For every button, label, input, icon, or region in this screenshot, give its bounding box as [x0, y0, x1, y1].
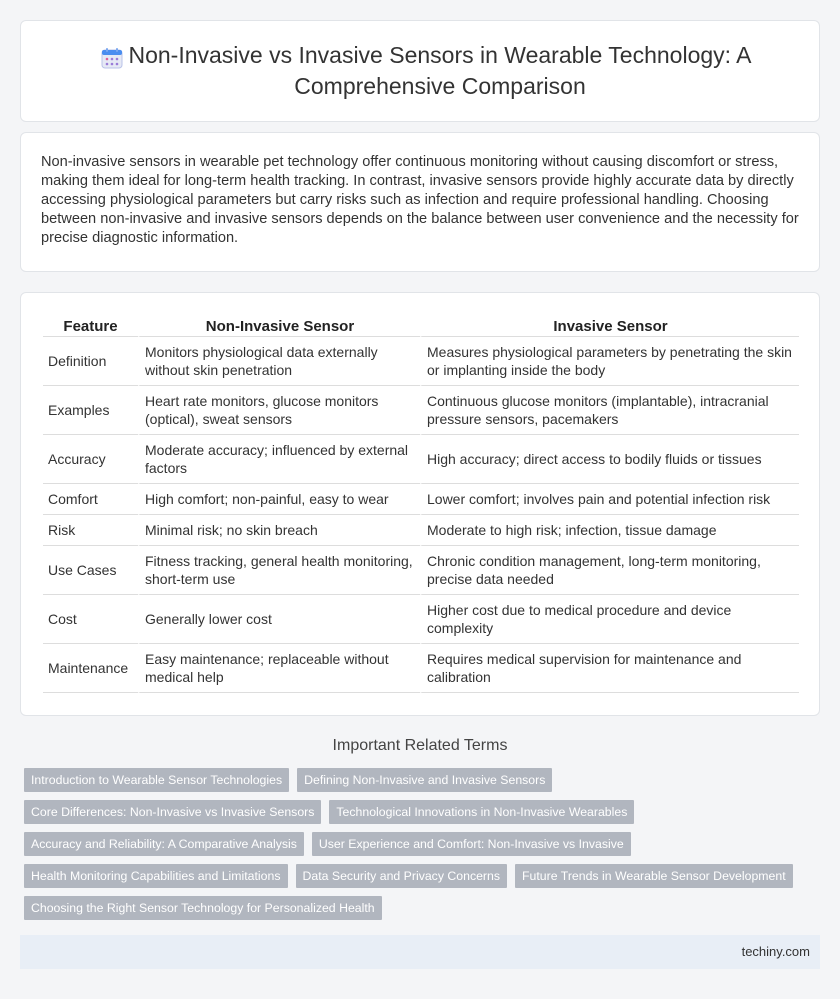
invasive-cell: Measures physiological parameters by penetrating the skin or implanting inside the body — [420, 337, 799, 386]
calendar-icon — [101, 47, 123, 69]
footer-site-link[interactable]: techiny.com — [741, 944, 810, 959]
feature-cell: Use Cases — [43, 546, 138, 595]
table-row — [43, 595, 799, 644]
non-invasive-cell: Heart rate monitors, glucose monitors (optical), sweat sensors — [138, 386, 420, 435]
comparison-table — [43, 315, 799, 693]
footer — [20, 935, 820, 969]
related-term-tag[interactable]: Defining Non-Invasive and Invasive Sensors — [297, 768, 552, 792]
table-row — [43, 484, 799, 515]
table-row — [43, 386, 799, 435]
table-row — [43, 515, 799, 546]
related-term-tag[interactable]: Health Monitoring Capabilities and Limitations — [24, 864, 288, 888]
tag-row — [24, 896, 824, 920]
related-term-tag[interactable]: Data Security and Privacy Concerns — [296, 864, 508, 888]
related-term-tag[interactable]: Accuracy and Reliability: A Comparative Analysis — [24, 832, 304, 856]
feature-cell: Accuracy — [43, 435, 138, 484]
feature-cell: Risk — [43, 515, 138, 546]
invasive-cell: Moderate to high risk; infection, tissue damage — [420, 515, 799, 546]
invasive-cell: High accuracy; direct access to bodily fluids or tissues — [420, 435, 799, 484]
table-header-row — [43, 315, 799, 337]
header-feature: Feature — [43, 315, 138, 337]
related-terms-title: Important Related Terms — [332, 737, 508, 754]
comparison-table-card — [20, 292, 820, 716]
feature-cell: Maintenance — [43, 644, 138, 693]
invasive-cell: Continuous glucose monitors (implantable), intracranial pressure sensors, pacemakers — [420, 386, 799, 435]
feature-cell: Comfort — [43, 484, 138, 515]
related-term-tag[interactable]: User Experience and Comfort: Non-Invasive vs Invasive — [312, 832, 631, 856]
table-row — [43, 435, 799, 484]
invasive-cell: Requires medical supervision for maintenance and calibration — [420, 644, 799, 693]
title-card — [20, 20, 820, 122]
related-term-tag[interactable]: Technological Innovations in Non-Invasive Wearables — [329, 800, 634, 824]
intro-card — [20, 132, 820, 272]
non-invasive-cell: Monitors physiological data externally without skin penetration — [138, 337, 420, 386]
table-row — [43, 546, 799, 595]
related-term-tag[interactable]: Core Differences: Non-Invasive vs Invasive Sensors — [24, 800, 321, 824]
table-row — [43, 337, 799, 386]
intro-text: Non-invasive sensors in wearable pet technology offer continuous monitoring without causing discomfort or stress, making them ideal for long-term health tracking. In contrast, invasive sensors provide highly accurate data by directly accessing physiological parameters but carry risks such as infection and require professional handling. Choosing between non-invasive and invasive sensors depends on the balance between user convenience and the necessity for precise diagnostic information. — [41, 154, 799, 246]
table-row — [43, 644, 799, 693]
non-invasive-cell: Moderate accuracy; influenced by external factors — [138, 435, 420, 484]
invasive-cell: Lower comfort; involves pain and potential infection risk — [420, 484, 799, 515]
invasive-cell: Chronic condition management, long-term monitoring, precise data needed — [420, 546, 799, 595]
tag-row — [24, 864, 824, 888]
header-non-invasive: Non-Invasive Sensor — [138, 315, 420, 337]
invasive-cell: Higher cost due to medical procedure and device complexity — [420, 595, 799, 644]
related-term-tag[interactable]: Future Trends in Wearable Sensor Development — [515, 864, 793, 888]
header-invasive: Invasive Sensor — [420, 315, 799, 337]
page-title: Non-Invasive vs Invasive Sensors in Wearable Technology: A Comprehensive Comparison — [128, 42, 752, 99]
feature-cell: Definition — [43, 337, 138, 386]
related-term-tag[interactable]: Choosing the Right Sensor Technology for Personalized Health — [24, 896, 382, 920]
tag-row — [24, 832, 824, 856]
related-term-tag[interactable]: Introduction to Wearable Sensor Technologies — [24, 768, 289, 792]
tag-row — [24, 768, 824, 792]
tag-row — [24, 800, 824, 824]
feature-cell: Examples — [43, 386, 138, 435]
feature-cell: Cost — [43, 595, 138, 644]
non-invasive-cell: Minimal risk; no skin breach — [138, 515, 420, 546]
non-invasive-cell: Fitness tracking, general health monitoring, short-term use — [138, 546, 420, 595]
non-invasive-cell: Generally lower cost — [138, 595, 420, 644]
related-terms-tags — [24, 768, 824, 928]
non-invasive-cell: High comfort; non-painful, easy to wear — [138, 484, 420, 515]
non-invasive-cell: Easy maintenance; replaceable without medical help — [138, 644, 420, 693]
